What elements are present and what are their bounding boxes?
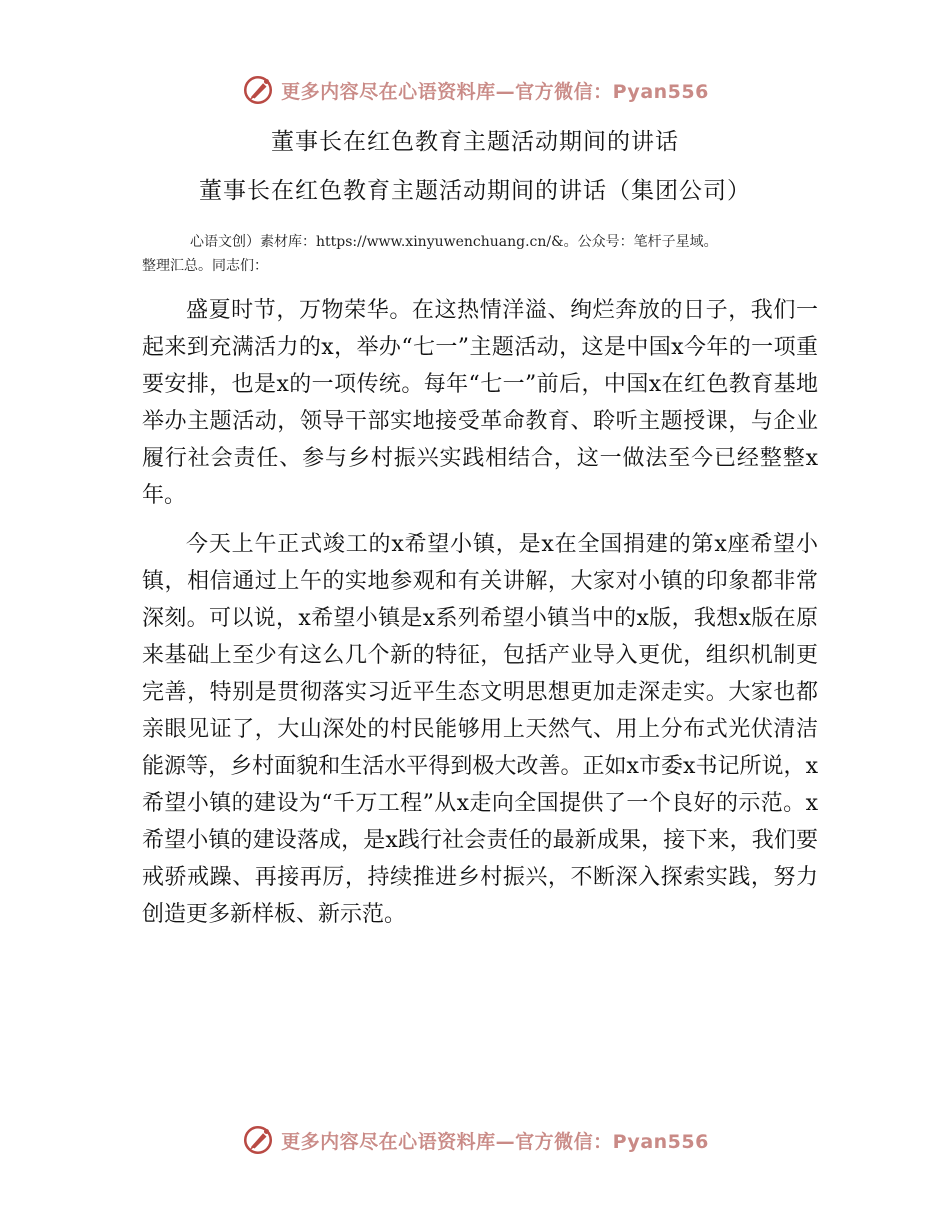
source-line-1: 心语文创）素材库：https://www.xinyuwenchuang.cn/&。公众号：笔杆子星域。 bbox=[190, 234, 718, 250]
footer-watermark bbox=[0, 1120, 950, 1160]
source-line-2: 整理汇总。同志们： bbox=[142, 258, 268, 274]
pen-logo-icon bbox=[241, 73, 275, 107]
paragraph-2: 今天上午正式竣工的x希望小镇，是x在全国捐建的第x座希望小镇，相信通过上午的实地参观和有关讲解，大家对小镇的印象都非常深刻。可以说，x希望小镇是x系列希望小镇当中的x版，我想x版在原来基础上至少有这么几个新的特征，包括产业导入更优，组织机制更完善，特别是贯彻落实习近平生态文明思想更加走深走实。大家也都亲眼见证了，大山深处的村民能够用上天然气、用上分布式光伏清洁能源等，乡村面貌和生活水平得到极大改善。正如x市委x书记所说，x希望小镇的建设为“千万工程”从x走向全国提供了一个良好的示范。x希望小镇的建设落成，是x践行社会责任的最新成果，接下来，我们要戒骄戒躁、再接再厉，持续推进乡村振兴，不断深入探索实践，努力创造更多新样板、新示范。 bbox=[142, 532, 818, 927]
document-body bbox=[142, 292, 818, 933]
header-watermark bbox=[0, 70, 950, 110]
footer-watermark-text: 更多内容尽在心语资料库—官方微信：Pyan556 bbox=[281, 1130, 709, 1153]
pen-logo-icon bbox=[241, 1123, 275, 1157]
paragraph-1: 盛夏时节，万物荣华。在这热情洋溢、绚烂奔放的日子，我们一起来到充满活力的x，举办“七一”主题活动，这是中国x今年的一项重要安排，也是x的一项传统。每年“七一”前后，中国x在红色教育基地举办主题活动，领导干部实地接受革命教育、聆听主题授课，与企业履行社会责任、参与乡村振兴实践相结合，这一做法至今已经整整x年。 bbox=[142, 298, 818, 508]
document-title: 董事长在红色教育主题活动期间的讲话 bbox=[271, 129, 679, 155]
document-subtitle: 董事长在红色教育主题活动期间的讲话（集团公司） bbox=[199, 178, 751, 204]
source-note bbox=[142, 230, 822, 278]
header-watermark-text: 更多内容尽在心语资料库—官方微信：Pyan556 bbox=[281, 80, 709, 103]
